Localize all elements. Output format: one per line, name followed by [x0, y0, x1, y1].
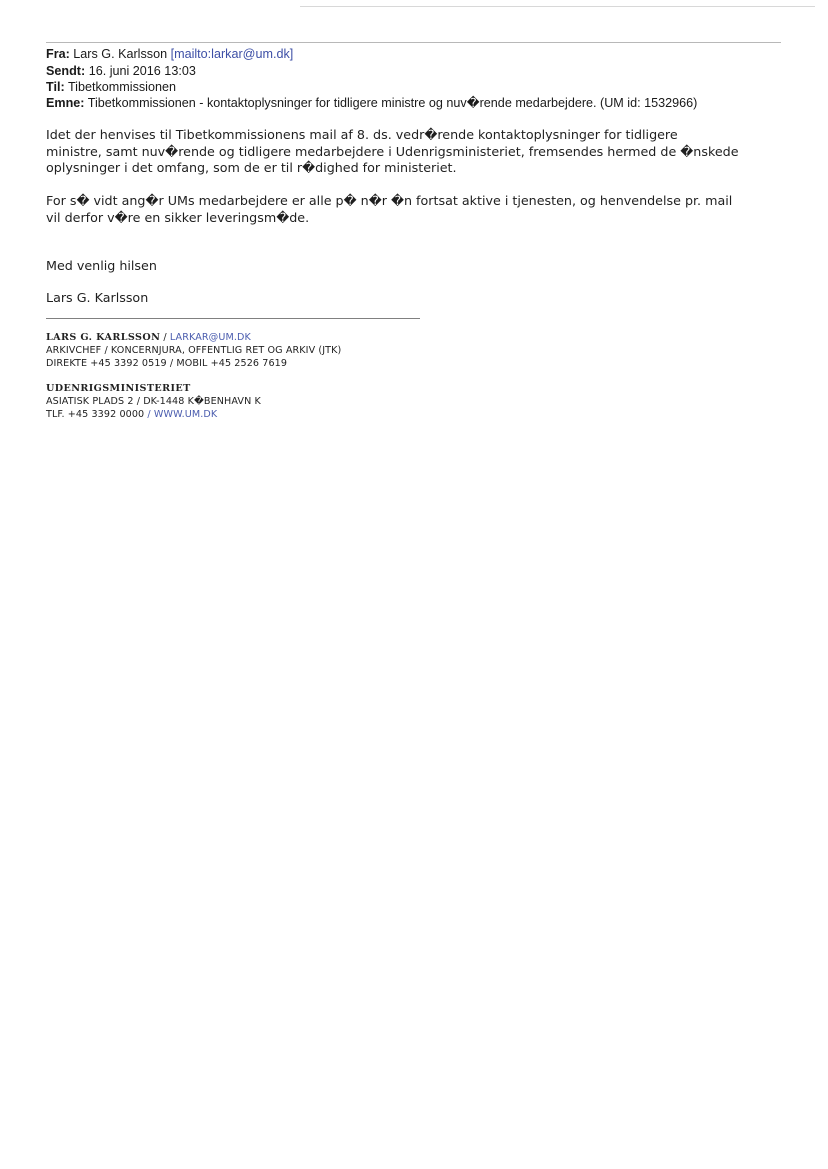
signature-address: ASIATISK PLADS 2 / DK-1448 K�BENHAVN K: [46, 396, 261, 407]
subject-label: Emne:: [46, 96, 85, 110]
subject-value: Tibetkommissionen - kontaktoplysninger for tidligere ministre og nuv�rende medarbejdere. (UM id: 1532966): [87, 96, 698, 110]
signature-web-separator: /: [144, 409, 154, 420]
paragraph-2-line-2: vil derfor v�re en sikker leveringsm�de.: [46, 209, 310, 225]
scan-artifact-line: [300, 6, 815, 7]
signature-email-link[interactable]: LARKAR@UM.DK: [169, 332, 251, 343]
subject-line: [46, 95, 697, 111]
signature-title: ARKIVCHEF / KONCERNJURA, OFFENTLIG RET OG ARKIV (JTK): [46, 345, 342, 356]
to-label: Til:: [46, 80, 65, 94]
to-value: Tibetkommissionen: [67, 80, 176, 94]
signature-divider: [46, 318, 420, 319]
signature-separator: /: [160, 332, 170, 343]
sent-label: Sendt:: [46, 64, 86, 78]
signature-name: LARS G. KARLSSON: [46, 332, 161, 343]
paragraph-1-line-3: oplysninger i det omfang, som de er til r�dighed for ministeriet.: [46, 160, 457, 175]
paragraph-1-line-1: Idet der henvises til Tibetkommissionens mail af 8. ds. vedr�rende kontaktoplysninger for tidligere: [46, 127, 678, 142]
signature-org-line: [46, 383, 191, 396]
signature-web-link[interactable]: WWW.UM.DK: [153, 409, 218, 420]
signature-name-line: [46, 332, 251, 345]
sent-line: [46, 63, 196, 79]
to-line: [46, 79, 176, 95]
greeting: Med venlig hilsen: [46, 258, 157, 273]
paragraph-2-line-1: For s� vidt ang�r UMs medarbejdere er alle p� n�r �n fortsat aktive i tjenesten, og henvendelse pr. mail: [46, 193, 733, 208]
from-line: [46, 46, 293, 62]
header-divider: [46, 42, 781, 43]
body-paragraph-1: [46, 127, 786, 177]
signature-contact-line: [46, 409, 217, 422]
signature-phones: DIREKTE +45 3392 0519 / MOBIL +45 2526 7619: [46, 358, 288, 369]
body-paragraph-2: [46, 193, 786, 226]
from-label: Fra:: [46, 47, 70, 61]
signature-org: UDENRIGSMINISTERIET: [46, 383, 191, 394]
from-name: Lars G. Karlsson: [73, 47, 168, 61]
paragraph-1-line-2: ministre, samt nuv�rende og tidligere medarbejdere i Udenrigsministeriet, fremsendes hermed de �nskede: [46, 143, 739, 159]
sender-name: Lars G. Karlsson: [46, 290, 149, 305]
from-mailto-link[interactable]: [mailto:larkar@um.dk]: [170, 47, 294, 61]
sent-value: 16. juni 2016 13:03: [88, 64, 196, 78]
signature-tlf: TLF. +45 3392 0000: [46, 409, 145, 420]
